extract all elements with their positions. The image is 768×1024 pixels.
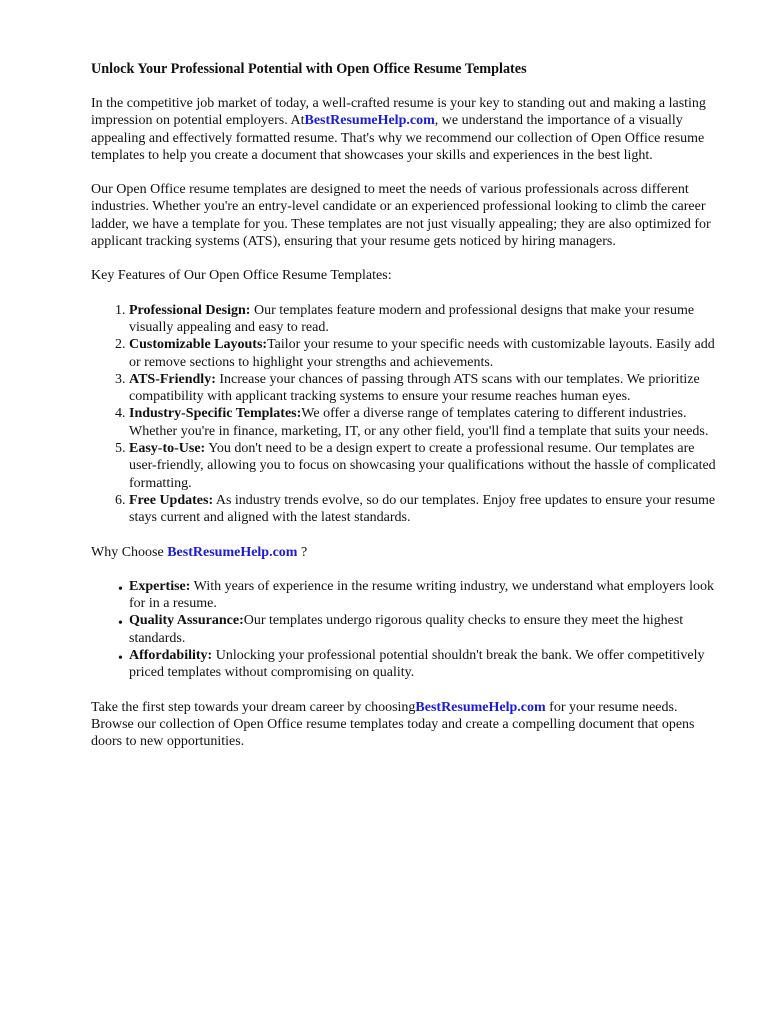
list-item [129,405,716,440]
reasons-list [91,578,716,682]
feature-text: As industry trends evolve, so do our templates. Enjoy free updates to ensure your resume stays current and aligned with the latest standards. [129,492,716,526]
why-text-start: Why Choose [91,544,168,560]
list-item [118,578,716,613]
closing-text-start: Take the first step towards your dream career by choosing [91,699,416,715]
site-link[interactable]: BestResumeHelp.com [167,544,298,560]
feature-term: Industry-Specific Templates: [129,406,302,422]
list-item [129,371,716,406]
intro-paragraph [91,95,716,164]
description-paragraph: Our Open Office resume templates are designed to meet the needs of various professionals across different industries. Whether you're an entry-level candidate or an experienced professional looking to climb the career ladder, we have a template for you. These templates are not just visually appealing; they are also optimized for applicant tracking systems (ATS), ensuring that your resume gets noticed by hiring managers. [91,182,711,250]
closing-paragraph [91,699,716,751]
bullet-icon: • [118,581,123,597]
site-link[interactable]: BestResumeHelp.com [415,699,546,715]
features-list [91,302,716,527]
closing-text-end: for your resume needs. Browse our collection of Open Office resume templates today and create a compelling document that opens doors to new opportunities. [91,699,695,750]
site-link[interactable]: BestResumeHelp.com [304,113,435,129]
feature-text: Tailor your resume to your specific needs with customizable layouts. Easily add or remove sections to highlight your strengths and achievements. [129,337,715,370]
bullet-icon: • [118,651,123,667]
list-item [129,336,716,371]
feature-text: Our templates feature modern and professional designs that make your resume visually appealing and easy to read. [129,302,695,335]
reason-term: Quality Assurance: [129,613,244,629]
feature-term: Customizable Layouts: [129,337,268,353]
features-heading: Key Features of Our Open Office Resume Templates: [91,268,392,284]
reason-text: Unlocking your professional potential shouldn't break the bank. We offer competitively priced templates without compromising on quality. [129,648,705,681]
list-item [129,492,716,527]
list-item [129,440,716,492]
reason-text: Our templates undergo rigorous quality checks to ensure they meet the highest standards. [129,613,684,646]
why-text-end: ? [297,544,308,560]
reason-text: With years of experience in the resume writing industry, we understand what employers look for in a resume. [129,578,714,612]
feature-text: Increase your chances of passing through ATS scans with our templates. We prioritize compatibility with applicant tracking systems to ensure your resume reaches human eyes. [129,371,700,405]
feature-term: Easy-to-Use: [129,441,206,457]
why-heading [91,544,716,561]
feature-text: You don't need to be a design expert to create a professional resume. Our templates are user-friendly, allowing you to focus on showcasing your qualifications without the hassle of complicated formatting. [129,441,716,491]
list-item [129,302,716,337]
list-item [118,612,716,647]
reason-term: Expertise: [129,578,191,594]
reason-term: Affordability: [129,648,213,664]
bullet-icon: • [118,616,123,632]
feature-term: Free Updates: [129,492,214,508]
feature-term: Professional Design: [129,302,251,318]
intro-text-end: , we understand the importance of a visually appealing and effectively formatted resume. That's why we recommend our collection of Open Office resume templates to help you create a document that showcases your skills and experiences in the best light. [91,113,705,163]
page-title: Unlock Your Professional Potential with Open Office Resume Templates [91,61,527,77]
document-page [91,61,716,768]
feature-term: ATS-Friendly: [129,371,216,387]
intro-text-start: In the competitive job market of today, a well-crafted resume is your key to standing out and making a lasting impression on potential employers. At [91,96,706,129]
feature-text: We offer a diverse range of templates catering to different industries. Whether you're in finance, marketing, IT, or any other field, you'll find a template that suits your needs. [129,406,709,439]
list-item [118,647,716,682]
